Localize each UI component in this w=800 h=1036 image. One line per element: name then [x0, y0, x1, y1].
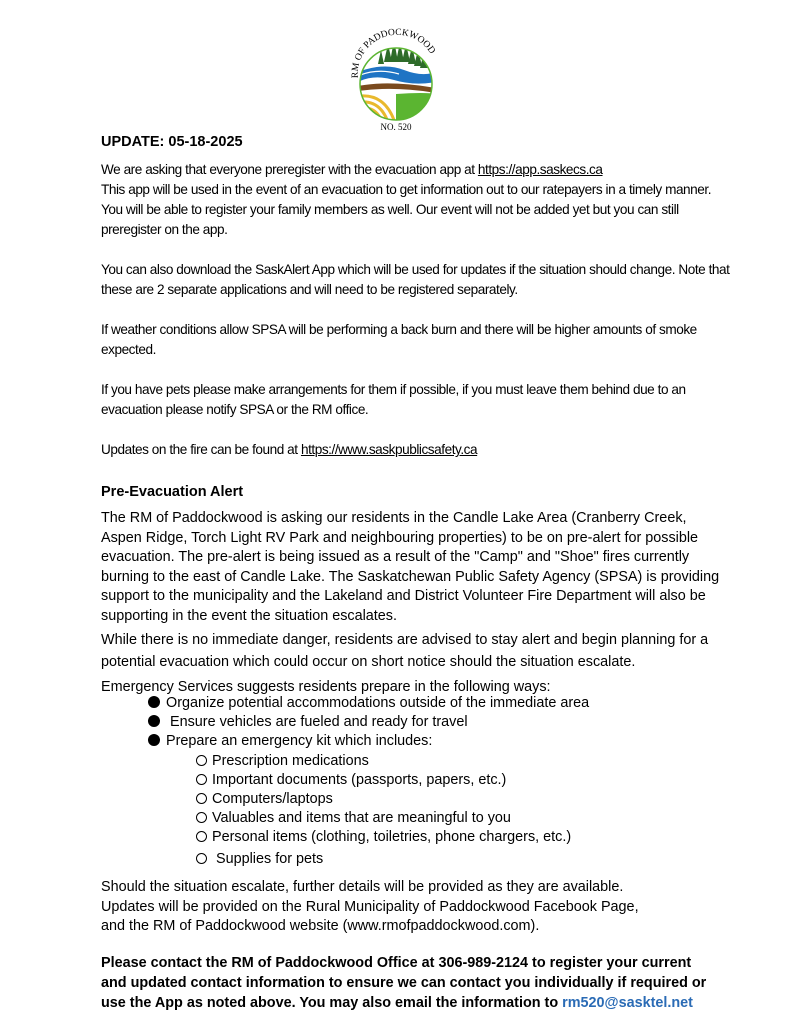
update-line: You can also download the SaskAlert App which will be used for updates if the situation should change. Note that [101, 262, 730, 277]
kit-item [196, 828, 571, 847]
kit-item [196, 790, 571, 809]
circle-bullet-icon [196, 853, 207, 864]
list-item [148, 713, 589, 732]
update-body [101, 160, 741, 460]
circle-bullet-icon [196, 812, 207, 823]
paragraph-line: While there is no immediate danger, residents are advised to stay alert and begin planning for a [101, 632, 709, 648]
paragraph-line: Should the situation escalate, further details will be provided as they are available. [101, 879, 624, 895]
paragraph-line: evacuation. The pre-alert is being issued as a result of the "Camp" and "Shoe" fires currently [101, 549, 690, 565]
paragraph-line: and the RM of Paddockwood website (www.rmofpaddockwood.com). [101, 918, 540, 934]
update-line: This app will be used in the event of an evacuation to get information out to our ratepayers in a timely manner. [101, 182, 712, 197]
kit-item-text: Prescription medications [212, 753, 369, 769]
paragraph-line: and updated contact information to ensure we can contact you individually if required or [101, 975, 707, 991]
bullet-icon [148, 734, 160, 746]
paragraph-line: burning to the east of Candle Lake. The Saskatchewan Public Safety Agency (SPSA) is providing [101, 568, 720, 585]
list-item [148, 732, 589, 751]
email-link[interactable]: rm520@sasktel.net [562, 995, 693, 1011]
paragraph-line: potential evacuation which could occur on short notice should the situation escalate. [101, 654, 636, 670]
bullet-icon [148, 696, 160, 708]
contact-paragraph [101, 953, 706, 1013]
escalation-paragraph [101, 878, 639, 937]
update-heading: UPDATE: 05-18-2025 [101, 134, 243, 150]
update-line [101, 160, 741, 180]
update-text: We are asking that everyone preregister with the evacuation app at [101, 162, 478, 177]
kit-item [196, 752, 571, 771]
circle-bullet-icon [196, 755, 207, 766]
kit-item [196, 771, 571, 790]
kit-item-text: Computers/laptops [212, 791, 333, 807]
saskpublicsafety-link[interactable]: https://www.saskpublicsafety.ca [300, 442, 478, 457]
emergency-services-intro: Emergency Services suggests residents prepare in the following ways: [101, 679, 551, 695]
circle-bullet-icon [196, 831, 207, 842]
paragraph-line: Aspen Ridge, Torch Light RV Park and neighbouring properties) to be on pre-alert for possible [101, 529, 699, 546]
update-line: evacuation please notify SPSA or the RM office. [101, 402, 369, 417]
update-line [101, 440, 741, 460]
bullet-icon [148, 715, 160, 727]
logo-top-text: RM OF PADDOCKWOOD [350, 27, 437, 79]
update-line: You will be able to register your family members as well. Our event will not be added yet but you can still [101, 202, 679, 217]
paragraph-line: support to the municipality and the Lakeland and District Volunteer Fire Department will also be [101, 588, 706, 604]
circle-bullet-icon [196, 793, 207, 804]
preparation-list [148, 694, 589, 751]
update-line: preregister on the app. [101, 222, 228, 237]
kit-item-text: Supplies for pets [212, 851, 324, 867]
kit-item-text: Personal items (clothing, toiletries, phone chargers, etc.) [212, 829, 572, 845]
circle-bullet-icon [196, 774, 207, 785]
kit-item [196, 809, 571, 828]
list-item-text: Organize potential accommodations outside of the immediate area [166, 695, 590, 711]
pre-evacuation-heading: Pre-Evacuation Alert [101, 484, 244, 500]
pre-evacuation-paragraph [101, 509, 741, 626]
paragraph-line: The RM of Paddockwood is asking our residents in the Candle Lake Area (Cranberry Creek, [101, 510, 687, 526]
rm-paddockwood-logo [344, 22, 448, 134]
emergency-kit-list [196, 752, 571, 869]
kit-item [196, 850, 571, 869]
saskecs-link[interactable]: https://app.saskecs.ca [477, 162, 603, 177]
update-text: Updates on the fire can be found at [101, 442, 301, 457]
list-item-text: Ensure vehicles are fueled and ready for travel [166, 714, 468, 730]
kit-item-text: Valuables and items that are meaningful to you [212, 810, 511, 826]
update-line: these are 2 separate applications and will need to be registered separately. [101, 282, 518, 297]
paragraph-line: Updates will be provided on the Rural Municipality of Paddockwood Facebook Page, [101, 898, 639, 915]
contact-text: use the App as noted above. You may also email the information to [101, 995, 563, 1011]
list-item-text: Prepare an emergency kit which includes: [166, 733, 433, 749]
update-line: If you have pets please make arrangements for them if possible, if you must leave them behind due to an [101, 382, 686, 397]
paragraph-line: supporting in the event the situation escalates. [101, 607, 397, 624]
logo-bottom-text: NO. 520 [380, 122, 412, 132]
update-line: expected. [101, 342, 156, 357]
list-item [148, 694, 589, 713]
paragraph-line: Please contact the RM of Paddockwood Office at 306-989-2124 to register your current [101, 955, 692, 971]
update-line: If weather conditions allow SPSA will be performing a back burn and there will be higher amounts of smoke [101, 322, 697, 337]
kit-item-text: Important documents (passports, papers, etc.) [212, 772, 507, 788]
paragraph-line [101, 993, 706, 1013]
no-danger-paragraph [101, 629, 741, 673]
